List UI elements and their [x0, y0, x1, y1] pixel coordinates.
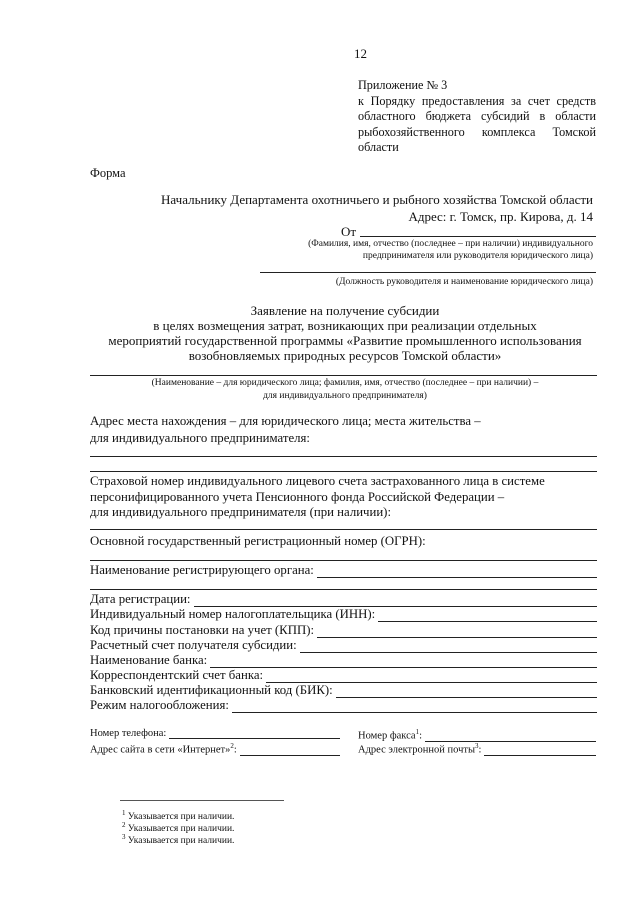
inn-input[interactable] [378, 610, 597, 622]
reg-org-line-2[interactable] [90, 589, 597, 590]
website-footnote-mark: 2 [230, 742, 234, 750]
title-line-2: в целях возмещения затрат, возникающих при реализации отдельных [153, 318, 537, 333]
fax-input[interactable] [425, 732, 596, 742]
footnote-3: $^3$ Указывается при наличии. [122, 833, 235, 847]
tax-row [90, 698, 597, 713]
title-line-3: мероприятий государственной программы «Развитие промышленного использования [108, 333, 582, 348]
footnote-2: $^2$ Указывается при наличии. [122, 821, 235, 835]
corr-row [90, 668, 597, 683]
bik-input[interactable] [336, 686, 597, 698]
phone-row [90, 728, 340, 739]
position-input-line[interactable] [260, 272, 596, 273]
address-line-1[interactable] [90, 456, 597, 457]
reg-org-input[interactable] [317, 566, 597, 578]
from-input-line[interactable] [360, 236, 596, 237]
website-row [90, 742, 340, 756]
snils-line[interactable] [90, 529, 597, 530]
kpp-row [90, 623, 597, 638]
reg-date-row [90, 592, 597, 607]
account-input[interactable] [300, 641, 597, 653]
from-note-1: (Фамилия, имя, отчество (последнее – при наличии) индивидуального [308, 239, 593, 249]
account-row [90, 638, 597, 653]
email-label: Адрес электронной почты$^3$: [358, 742, 482, 756]
tax-input[interactable] [232, 701, 597, 713]
fax-footnote-mark: 1 [415, 728, 420, 736]
email-input[interactable] [484, 746, 596, 756]
bik-row [90, 683, 597, 698]
applicant-note-2: для индивидуального предпринимателя) [263, 390, 427, 401]
applicant-name-line[interactable] [90, 375, 597, 376]
recipient-to: Начальнику Департамента охотничьего и рыбного хозяйства Томской области [161, 192, 593, 207]
applicant-note-1: (Наименование – для юридического лица; фамилия, имя, отчество (последнее – при наличии) – [151, 378, 539, 388]
recipient-address: Адрес: г. Томск, пр. Кирова, д. 14 [408, 209, 593, 224]
from-note-2: предпринимателя или руководителя юридического лица) [362, 251, 593, 261]
fax-label: Номер факса$^1$: [358, 728, 422, 742]
bank-row [90, 653, 597, 668]
ogrn-line[interactable] [90, 560, 597, 561]
reg-date-input[interactable] [194, 595, 598, 607]
account-label: Расчетный счет получателя субсидии: [90, 638, 297, 652]
fax-row [358, 728, 596, 742]
form-label: Форма [90, 166, 126, 180]
appendix-text: к Порядку предоставления за счет средств областного бюджета субсидий в области рыбохозяйственного комплекса Томской области [358, 93, 596, 154]
bik-label: Банковский идентификационный код (БИК): [90, 683, 333, 697]
address-label-2: для индивидуального предпринимателя: [90, 431, 310, 445]
applicant-note [90, 377, 600, 402]
reg-org-row [90, 563, 597, 578]
bank-label: Наименование банка: [90, 653, 208, 667]
inn-row [90, 607, 597, 622]
corr-input[interactable] [266, 671, 597, 683]
appendix-block [358, 78, 596, 156]
page-number: 12 [354, 46, 367, 61]
from-label: От [341, 224, 357, 239]
title-line-1: Заявление на получение субсидии [250, 303, 440, 318]
title-line-4: возобновляемых природных ресурсов Томской области» [188, 348, 502, 363]
ogrn-label: Основной государственный регистрационный номер (ОГРН): [90, 534, 426, 548]
email-row [358, 742, 596, 756]
email-footnote-mark: 3 [475, 742, 479, 750]
address-line-2[interactable] [90, 471, 597, 472]
application-title [90, 303, 600, 363]
address-label-1: Адрес места нахождения – для юридического лица; места жительства – [90, 414, 481, 428]
snils-label-2: персонифицированного учета Пенсионного фонда Российской Федерации – [90, 490, 505, 504]
phone-label: Номер телефона: [90, 728, 167, 739]
kpp-input[interactable] [317, 626, 597, 638]
reg-org-label: Наименование регистрирующего органа: [90, 563, 314, 577]
inn-label: Индивидуальный номер налогоплательщика (ИНН): [90, 607, 376, 621]
bank-input[interactable] [210, 656, 597, 668]
snils-label-3: для индивидуального предпринимателя (при наличии): [90, 505, 392, 519]
reg-date-label: Дата регистрации: [90, 592, 191, 606]
tax-label: Режим налогообложения: [90, 698, 229, 712]
website-label: Адрес сайта в сети «Интернет»$^2$: [90, 742, 237, 756]
kpp-label: Код причины постановки на учет (КПП): [90, 623, 315, 637]
footnote-divider [120, 800, 284, 801]
footnote-1: $^1$ Указывается при наличии. [122, 809, 235, 823]
snils-label-1: Страховой номер индивидуального лицевого счета застрахованного лица в системе [90, 474, 545, 488]
position-note: (Должность руководителя и наименование юридического лица) [335, 277, 593, 287]
appendix-title: Приложение № 3 [358, 78, 448, 92]
phone-input[interactable] [169, 729, 340, 739]
corr-label: Корреспондентский счет банка: [90, 668, 264, 682]
website-input[interactable] [240, 746, 340, 756]
